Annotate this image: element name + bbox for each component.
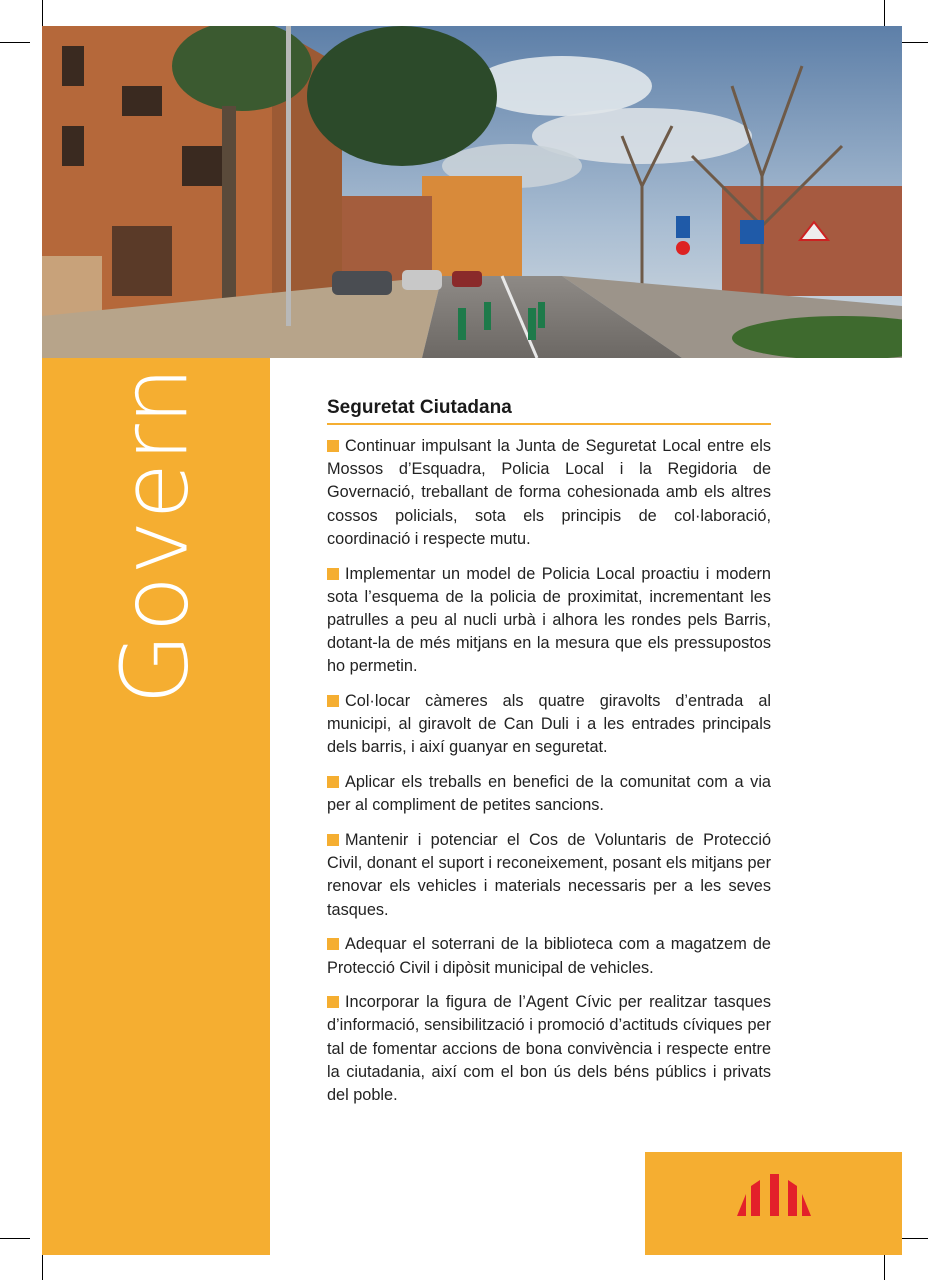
crop-mark bbox=[0, 42, 30, 43]
section-heading: Seguretat Ciutadana bbox=[327, 397, 771, 425]
content-column bbox=[327, 397, 771, 1119]
square-bullet-icon bbox=[327, 568, 339, 580]
square-bullet-icon bbox=[327, 695, 339, 707]
list-item-text: Aplicar els treballs en benefici de la comunitat com a via per al compliment de petites sancions. bbox=[327, 773, 771, 815]
list-item bbox=[327, 771, 771, 817]
list-item-text: Adequar el soterrani de la biblioteca com a magatzem de Protecció Civil i dipòsit municipal de vehicles. bbox=[327, 935, 771, 977]
square-bullet-icon bbox=[327, 440, 339, 452]
list-item-text: Mantenir i potenciar el Cos de Voluntaris de Protecció Civil, donant el suport i reconeixement, posant els mitjans per renovar els vehicles i materials necessaris per a les seves tasques. bbox=[327, 831, 771, 919]
list-item bbox=[327, 563, 771, 679]
crop-mark bbox=[898, 1238, 928, 1239]
list-item-text: Col·locar càmeres als quatre giravolts d’entrada al municipi, al giravolt de Can Duli i a les entrades principals dels barris, i així guanyar en seguretat. bbox=[327, 692, 771, 757]
list-item bbox=[327, 435, 771, 551]
list-item bbox=[327, 690, 771, 760]
square-bullet-icon bbox=[327, 776, 339, 788]
list-item bbox=[327, 991, 771, 1107]
square-bullet-icon bbox=[327, 996, 339, 1008]
section-vertical-title: Govern bbox=[101, 365, 209, 705]
logo-box bbox=[645, 1152, 902, 1255]
list-item-text: Continuar impulsant la Junta de Seguretat Local entre els Mossos d’Esquadra, Policia Local i la Regidoria de Governació, treballant de forma cohesionada amb els altres cossos policials, sota els principis de col·laboració, coordinació i respecte mutu. bbox=[327, 437, 771, 548]
street-photo bbox=[42, 26, 902, 358]
list-item-text: Incorporar la figura de l’Agent Cívic per realitzar tasques d’informació, sensibilització i promoció d’actituds cíviques per tal de fomentar accions de bona convivència i respecte entre la ciutadania, així com el bon ús dels béns públics i privats del poble. bbox=[327, 993, 771, 1105]
list-item-text: Implementar un model de Policia Local proactiu i modern sota l’esquema de la policia de proximitat, incrementant les patrulles a peu al nucli urbà i alhora les rondes pels Barris, dotant-la de més mitjans en la mesura que els pressupostos ho permetin. bbox=[327, 564, 771, 676]
crop-mark bbox=[898, 42, 928, 43]
square-bullet-icon bbox=[327, 938, 339, 950]
list-item bbox=[327, 933, 771, 979]
party-logo-icon bbox=[737, 1174, 811, 1218]
crop-mark bbox=[0, 1238, 30, 1239]
square-bullet-icon bbox=[327, 834, 339, 846]
list-item bbox=[327, 829, 771, 922]
